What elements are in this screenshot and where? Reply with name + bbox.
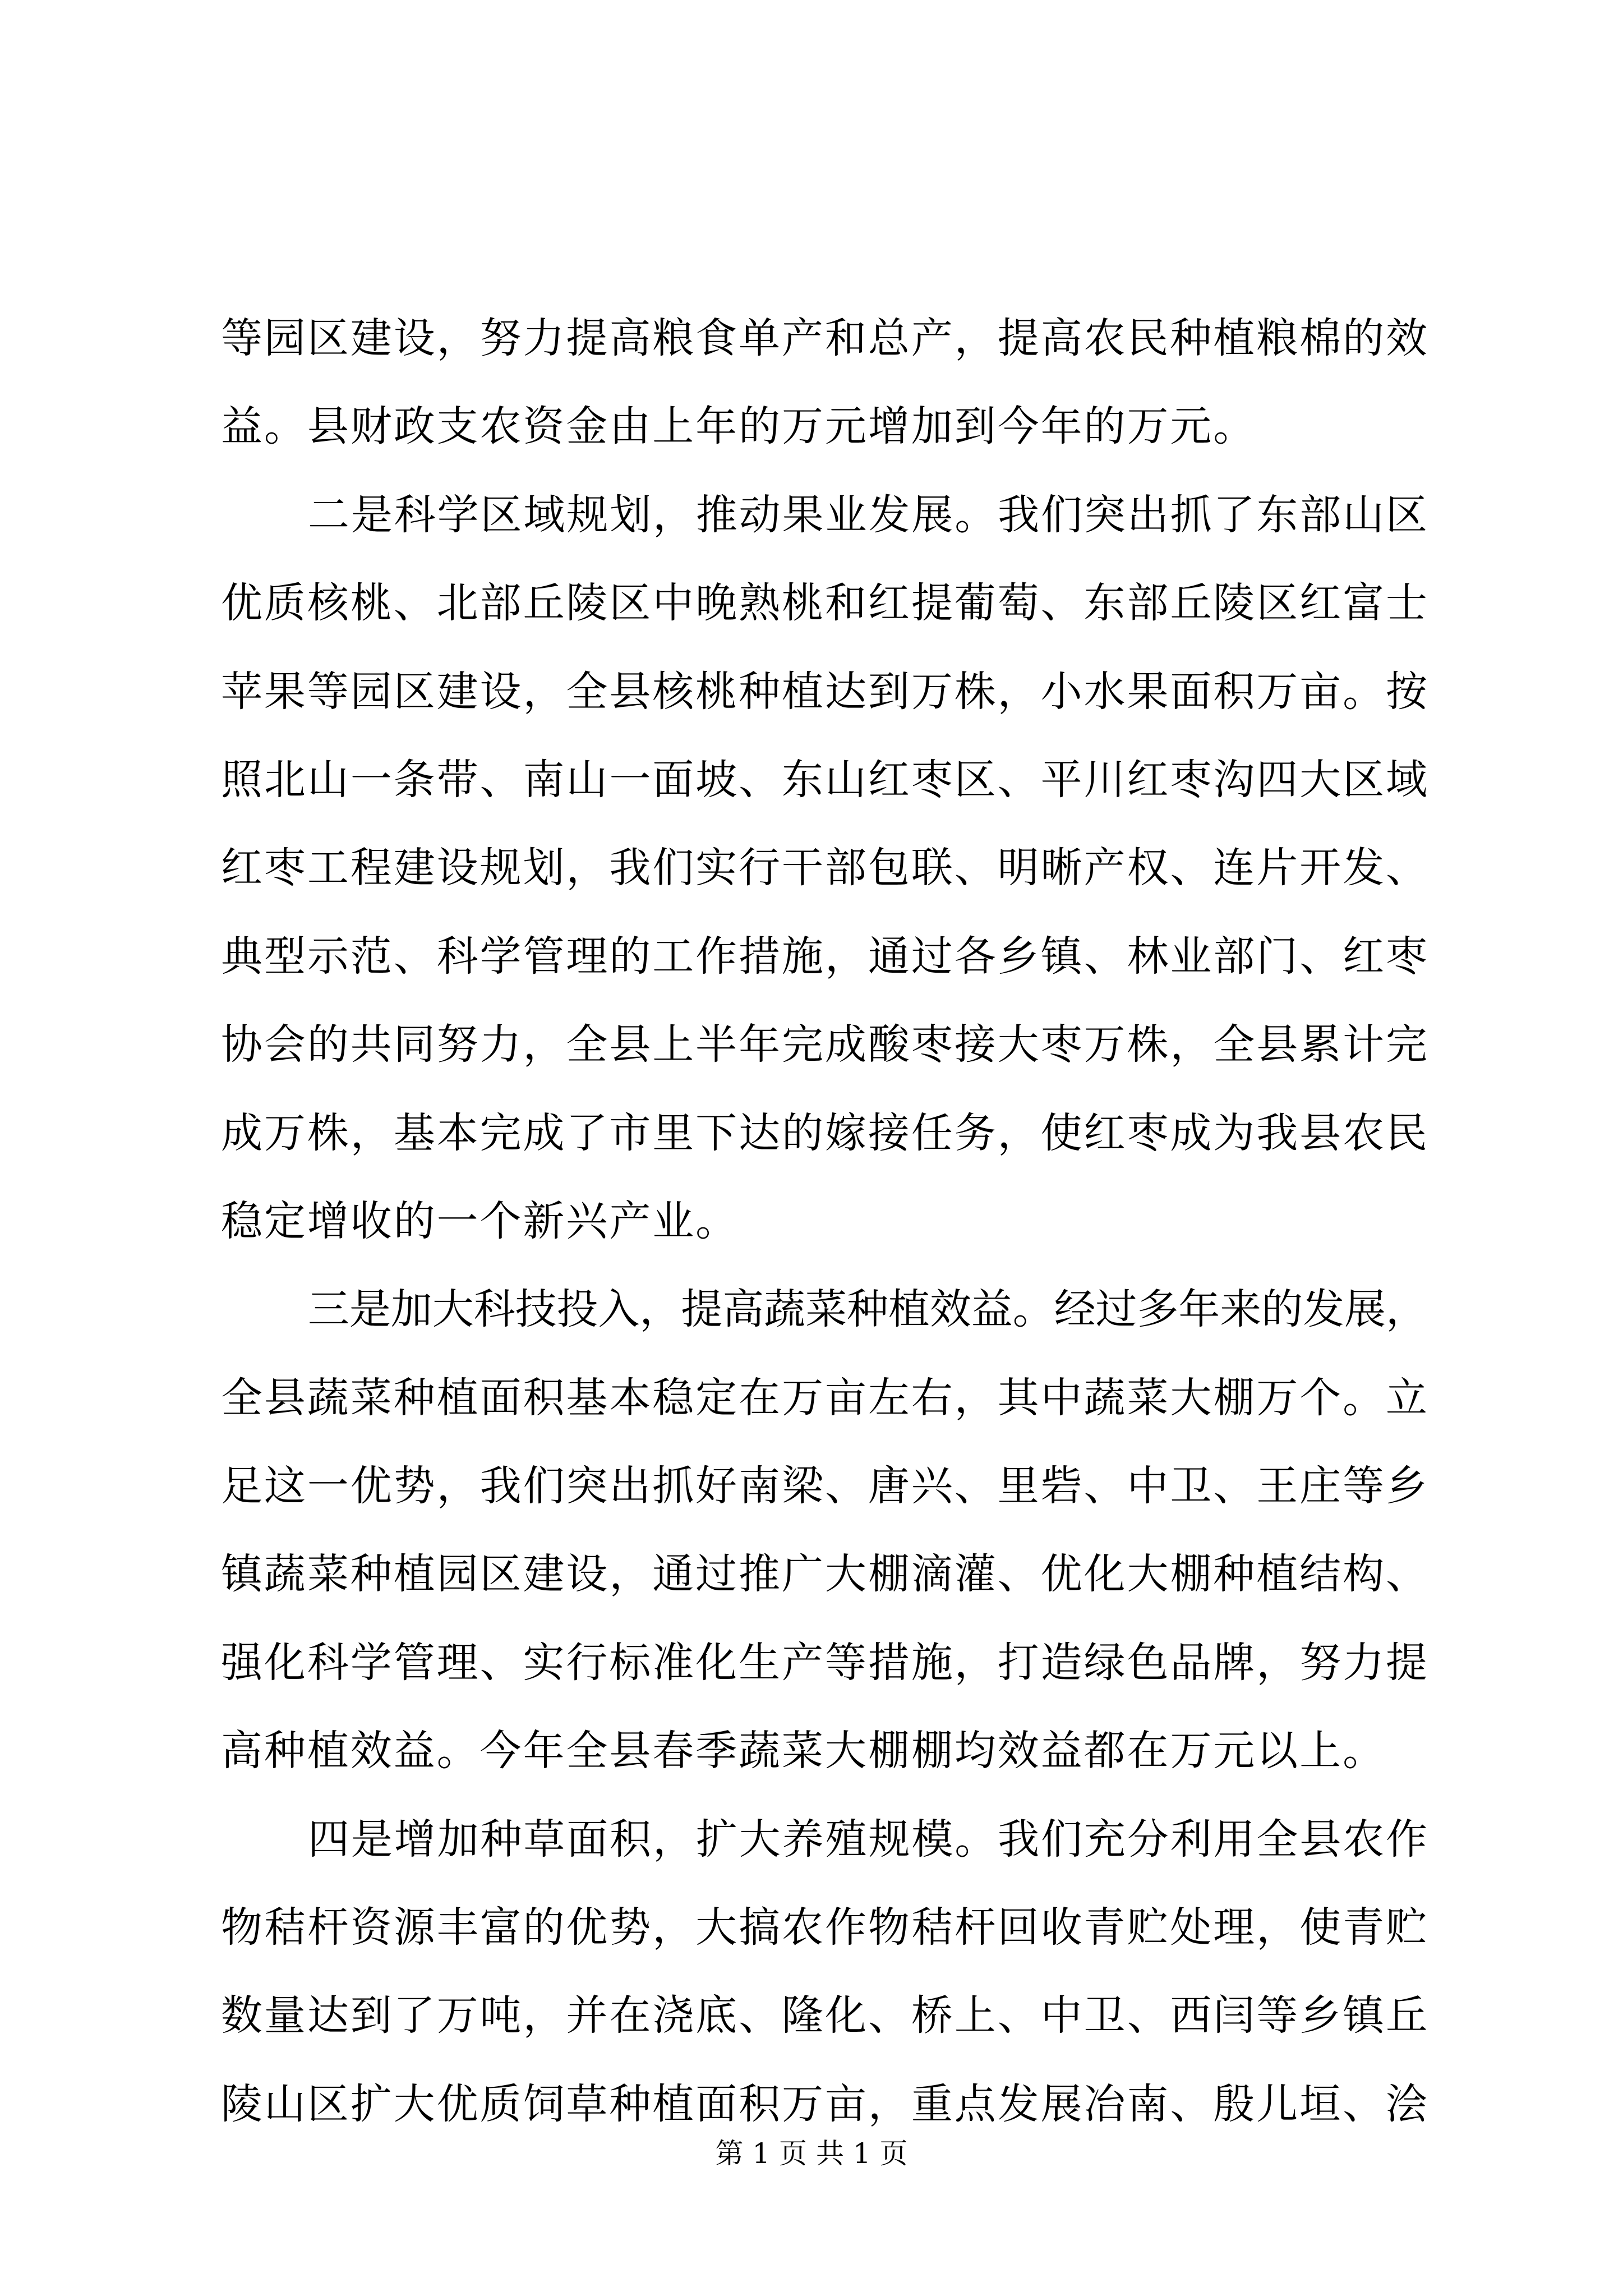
page-footer xyxy=(0,2134,1623,2173)
text-line-text: 典型示范、科学管理的工作措施，通过各乡镇、林业部门、红枣 xyxy=(221,932,1429,981)
text-line-text: 陵山区扩大优质饲草种植面积万亩，重点发展冶南、殷儿垣、浍 xyxy=(221,2079,1429,2128)
text-line xyxy=(221,295,1427,383)
text-line xyxy=(221,383,1427,471)
document-body xyxy=(221,295,1427,2148)
text-line xyxy=(221,913,1427,1001)
text-line-text: 成万株，基本完成了市里下达的嫁接任务，使红枣成为我县农民 xyxy=(221,1108,1429,1157)
paragraph xyxy=(221,295,1427,471)
text-line-text: 苹果等园区建设，全县核桃种植达到万株，小水果面积万亩。按 xyxy=(221,667,1429,716)
text-line xyxy=(221,1530,1427,1618)
text-line xyxy=(221,471,1427,559)
text-line-text: 物秸杆资源丰富的优势，大搞农作物秸杆回收青贮处理，使青贮 xyxy=(221,1903,1429,1952)
text-line-text: 全县蔬菜种植面积基本稳定在万亩左右，其中蔬菜大棚万个。立 xyxy=(221,1373,1429,1422)
text-line-text: 数量达到了万吨，并在浇底、隆化、桥上、中卫、西闫等乡镇丘 xyxy=(221,1991,1429,2040)
text-line-text: 益。县财政支农资金由上年的万元增加到今年的万元。 xyxy=(221,402,1257,451)
text-line-text: 优质核桃、北部丘陵区中晚熟桃和红提葡萄、东部丘陵区红富士 xyxy=(221,579,1429,628)
text-line xyxy=(221,1001,1427,1089)
text-line-text: 协会的共同努力，全县上半年完成酸枣接大枣万株，全县累计完 xyxy=(221,1020,1429,1069)
page-number-label: 第 1 页 共 1 页 xyxy=(715,2137,908,2170)
text-line xyxy=(221,1796,1427,1884)
paragraph xyxy=(221,471,1427,1266)
text-line xyxy=(221,1177,1427,1266)
text-line-text: 红枣工程建设规划，我们实行干部包联、明晰产权、连片开发、 xyxy=(221,844,1429,892)
text-line-text: 强化科学管理、实行标准化生产等措施，打造绿色品牌，努力提 xyxy=(221,1638,1429,1687)
text-line xyxy=(221,1707,1427,1795)
text-line xyxy=(221,824,1427,912)
text-line xyxy=(221,1354,1427,1442)
text-line-text: 高种植效益。今年全县春季蔬菜大棚棚均效益都在万元以上。 xyxy=(221,1727,1386,1775)
text-line xyxy=(221,736,1427,824)
text-line xyxy=(221,1884,1427,1972)
text-line xyxy=(221,1266,1427,1354)
paragraph xyxy=(221,1796,1427,2149)
text-line-text: 等园区建设，努力提高粮食单产和总产，提高农民种植粮棉的效 xyxy=(221,314,1429,362)
text-line-text: 足这一优势，我们突出抓好南梁、唐兴、里砦、中卫、王庄等乡 xyxy=(221,1462,1429,1511)
text-line xyxy=(221,648,1427,736)
text-line-text: 镇蔬菜种植园区建设，通过推广大棚滴灌、优化大棚种植结构、 xyxy=(221,1550,1429,1599)
text-line xyxy=(221,1442,1427,1530)
paragraph xyxy=(221,1266,1427,1795)
text-line xyxy=(221,1619,1427,1707)
text-line-text: 照北山一条带、南山一面坡、东山红枣区、平川红枣沟四大区域 xyxy=(221,755,1429,804)
text-line xyxy=(221,1972,1427,2060)
text-line-text: 四是增加种草面积，扩大养殖规模。我们充分利用全县农作 xyxy=(308,1815,1429,1864)
text-line-text: 稳定增收的一个新兴产业。 xyxy=(221,1197,739,1245)
text-line xyxy=(221,1089,1427,1177)
text-line-text: 三是加大科技投入，提高蔬菜种植效益。经过多年来的发展， xyxy=(308,1285,1427,1334)
text-line xyxy=(221,559,1427,647)
text-line-text: 二是科学区域规划，推动果业发展。我们突出抓了东部山区 xyxy=(308,490,1429,539)
